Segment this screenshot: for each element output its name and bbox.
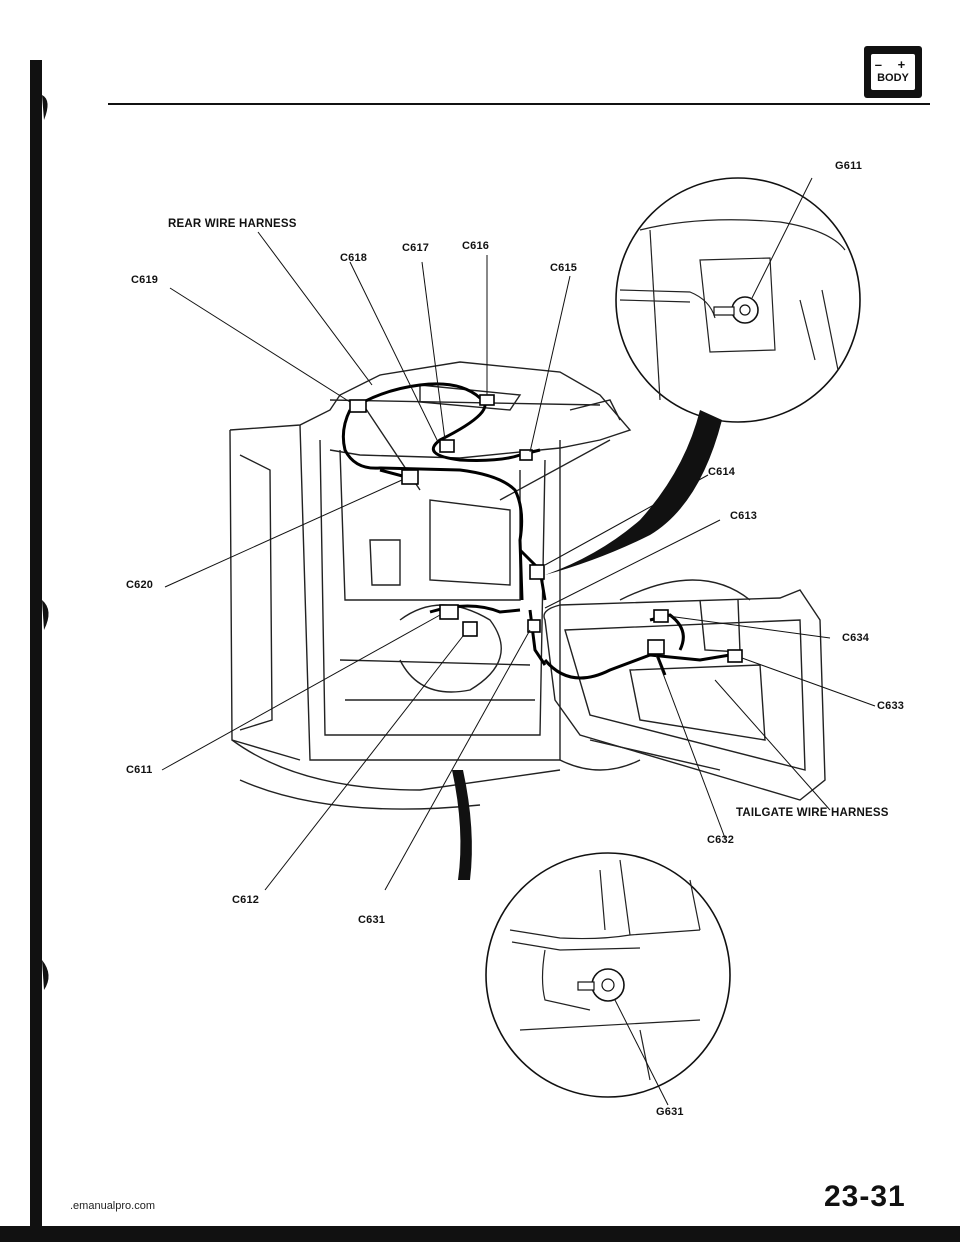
c633-label: C633 [877, 700, 905, 712]
connector-c614 [530, 565, 544, 579]
c612-label: C612 [232, 894, 260, 906]
c611-label: C611 [126, 764, 153, 776]
connector-c616 [480, 395, 494, 405]
section-badge-label: BODY [877, 72, 909, 84]
c634-label: C634 [842, 632, 870, 644]
g611-label: G611 [835, 160, 863, 172]
c616-label: C616 [462, 240, 490, 252]
c632-label: C632 [707, 834, 735, 846]
battery-terminals-symbol: – + [874, 57, 912, 72]
c613-label: C613 [730, 510, 758, 522]
c617-label: C617 [402, 242, 430, 254]
c618-label: C618 [340, 252, 368, 264]
c615-label: C615 [550, 262, 578, 274]
c614-label: C614 [708, 466, 736, 478]
source-url: .emanualpro.com [70, 1200, 155, 1212]
rear-wire-harness-label: REAR WIRE HARNESS [168, 218, 297, 230]
ground-detail-g611 [545, 178, 860, 575]
g631-label: G631 [656, 1106, 684, 1118]
connector-c617 [440, 440, 454, 452]
connector-c619 [350, 400, 366, 412]
connector-c611 [440, 605, 458, 619]
connector-c633 [728, 650, 742, 662]
rear-wire-harness-path [343, 384, 730, 678]
tailgate-wire-harness-label: TAILGATE WIRE HARNESS [736, 807, 889, 819]
ground-detail-g631 [452, 770, 730, 1105]
binding-edge [30, 60, 42, 1230]
connector-c632 [648, 640, 664, 654]
footer-bar [0, 1226, 960, 1242]
page-number: 23-31 [824, 1180, 906, 1213]
connector-c612 [463, 622, 477, 636]
c631-label: C631 [358, 914, 386, 926]
connector-c634 [654, 610, 668, 622]
connector-c620 [402, 470, 418, 484]
c620-label: C620 [126, 579, 154, 591]
c619-label: C619 [131, 274, 159, 286]
vehicle-body [230, 362, 825, 809]
connectors [350, 395, 742, 662]
